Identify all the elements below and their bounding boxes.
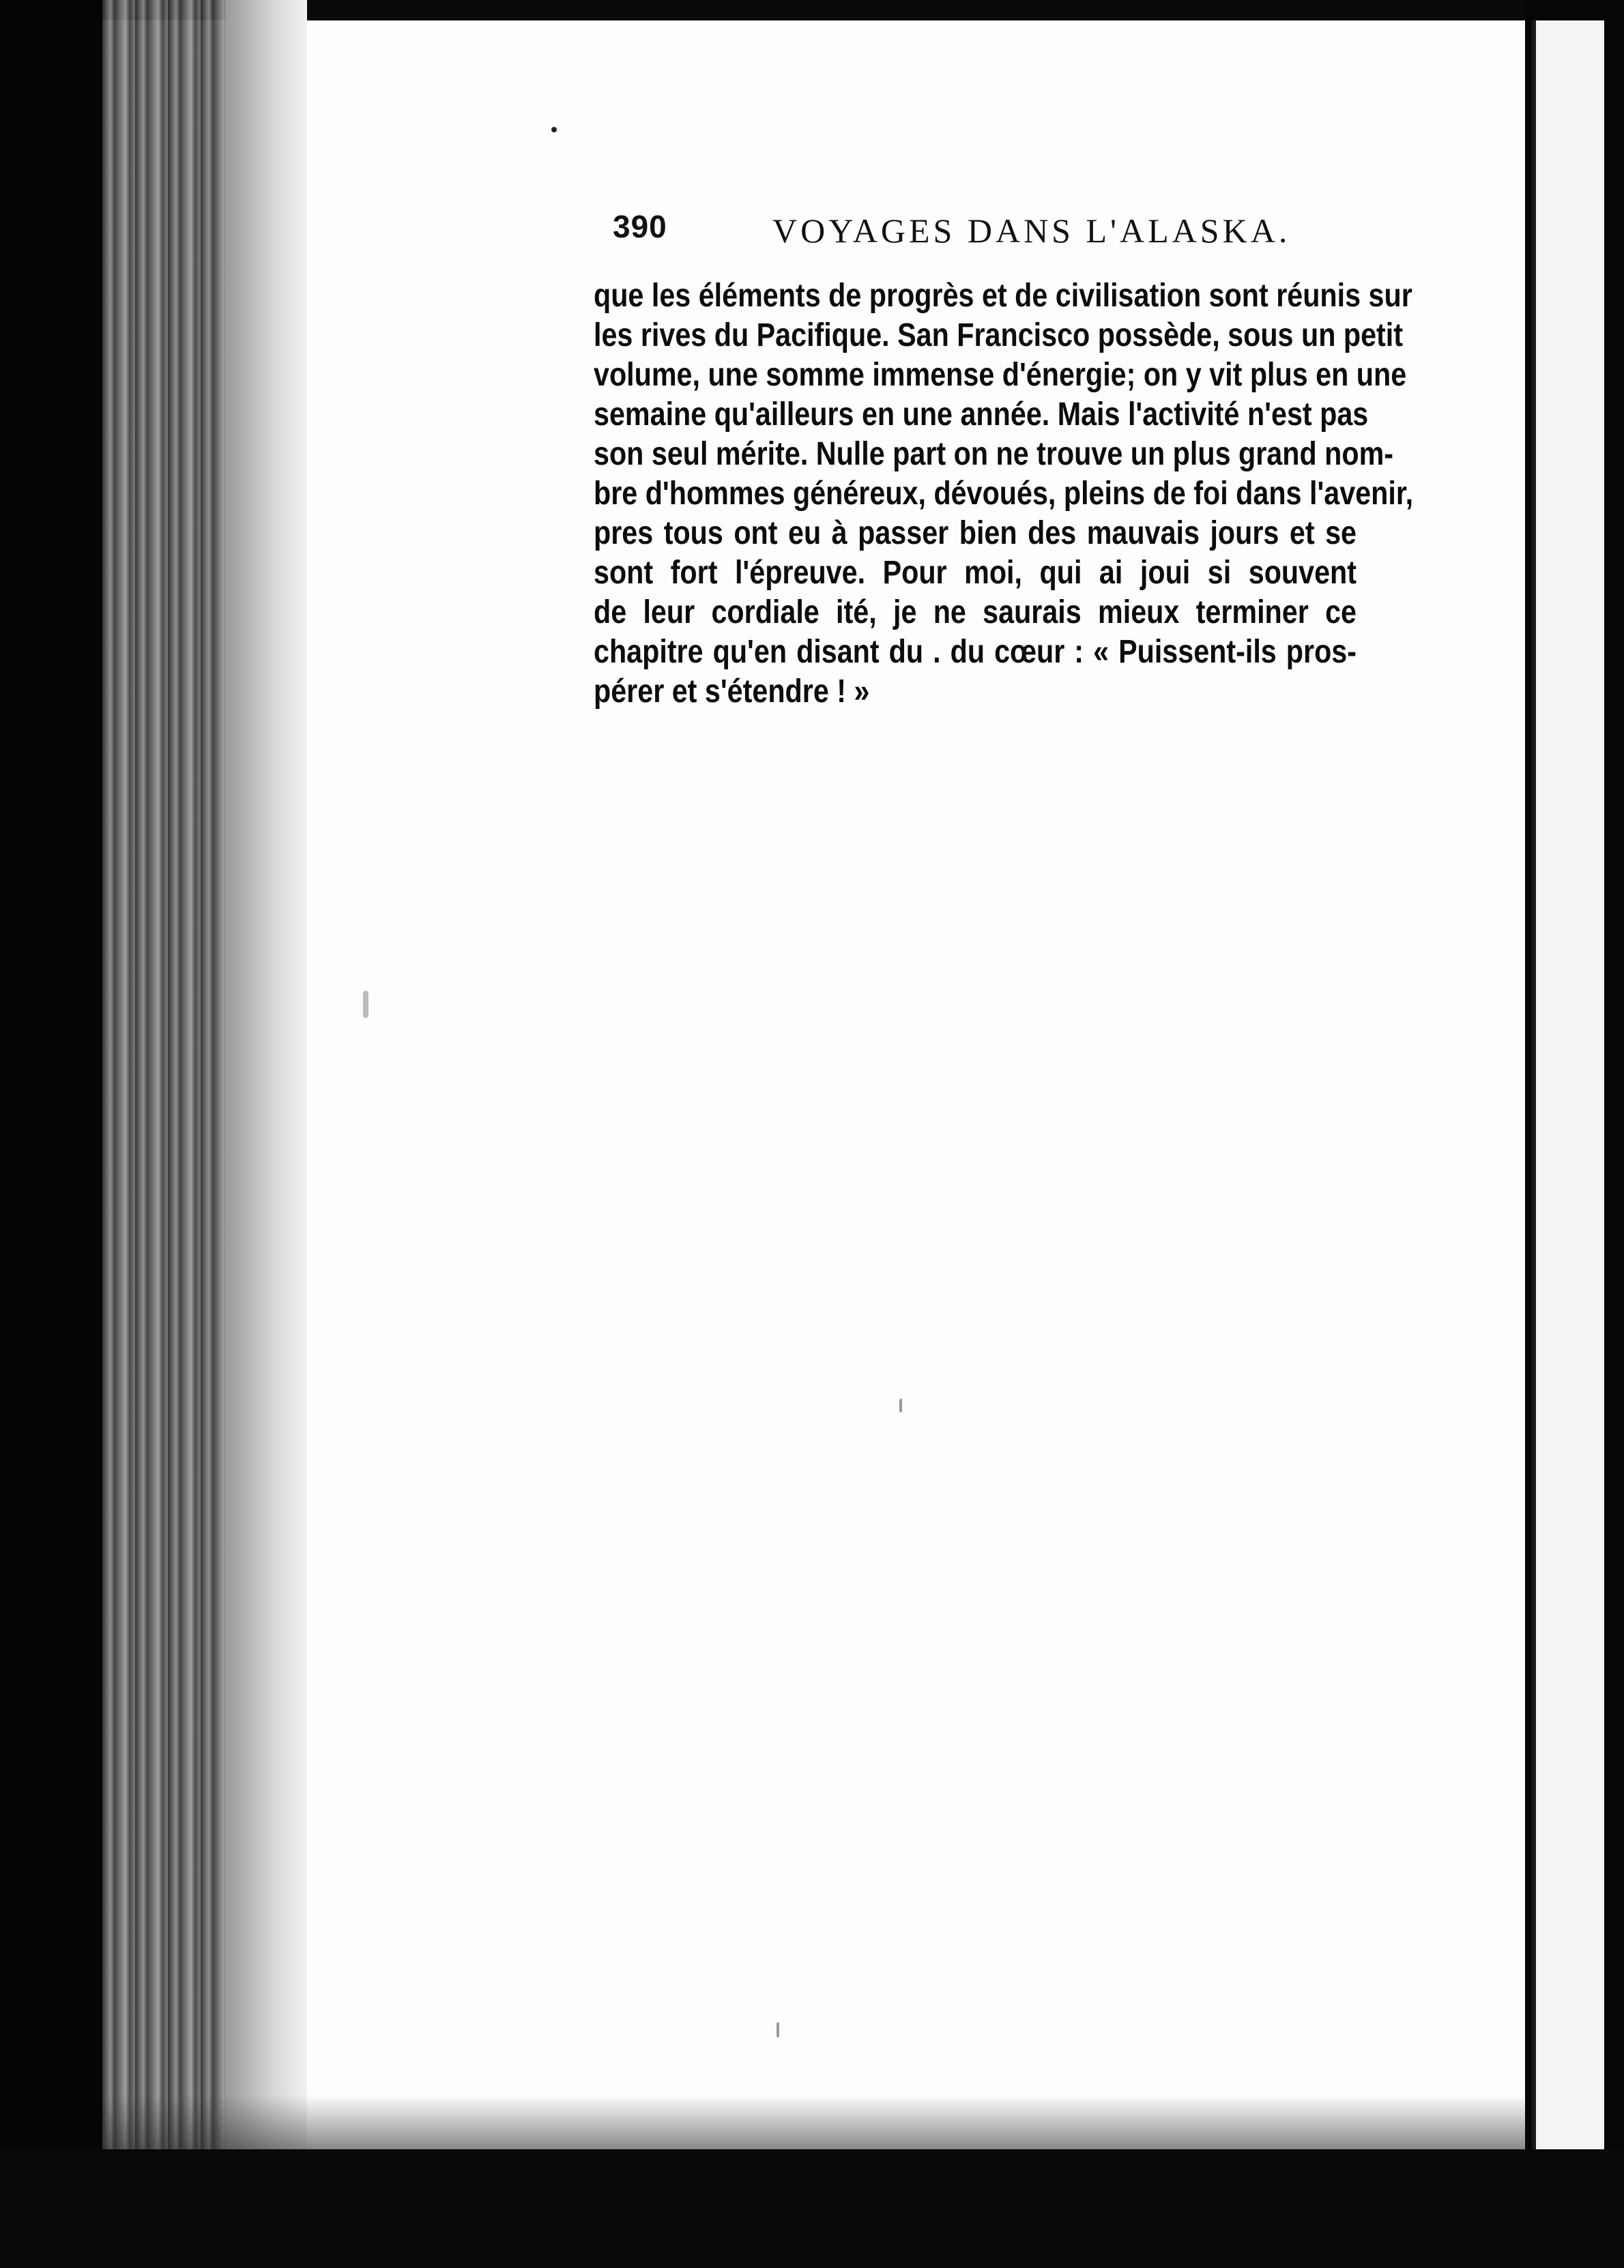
- text-line-last: pérer et s'étendre ! »: [594, 673, 870, 710]
- scan-speck: [363, 991, 368, 1018]
- text-line: son seul mérite. Nulle part on ne trouve un plus grand nom-: [594, 436, 1394, 472]
- scan-speck: [551, 127, 557, 132]
- text-line: volume, une somme immense d'énergie; on y vit plus en une: [594, 357, 1407, 393]
- facing-page-edge: [1532, 20, 1604, 2149]
- text-line: bre d'hommes généreux, dévoués, pleins de foi dans l'avenir,: [594, 476, 1414, 512]
- text-line: pres tous ont eu à passer bien des mauvais jours et se: [594, 515, 1357, 551]
- text-line: les rives du Pacifique. San Francisco possède, sous un petit: [594, 317, 1404, 353]
- scan-border-left: [0, 0, 102, 2268]
- text-line: de leur cordiale ité, je ne saurais mieux terminer ce: [594, 594, 1357, 630]
- page-bottom-shadow: [102, 2095, 1525, 2149]
- scan-border-bottom: [0, 2149, 1624, 2268]
- text-line: chapitre qu'en disant du . du cœur : « Puissent-ils pros-: [594, 634, 1357, 670]
- text-line: semaine qu'ailleurs en une année. Mais l'activité n'est pas: [594, 396, 1369, 433]
- scan-speck: [777, 2022, 779, 2037]
- body-text: [594, 276, 1481, 712]
- text-line: que les éléments de progrès et de civilisation sont réunis sur: [594, 278, 1412, 314]
- running-head: [613, 208, 1322, 263]
- book-gutter-shadow: [225, 0, 307, 2149]
- text-line: sont fort l'épreuve. Pour moi, qui ai joui si souvent: [594, 555, 1357, 591]
- running-title: VOYAGES DANS L'ALASKA.: [772, 212, 1291, 250]
- scan-speck: [899, 1399, 902, 1412]
- page-number: 390: [613, 209, 667, 244]
